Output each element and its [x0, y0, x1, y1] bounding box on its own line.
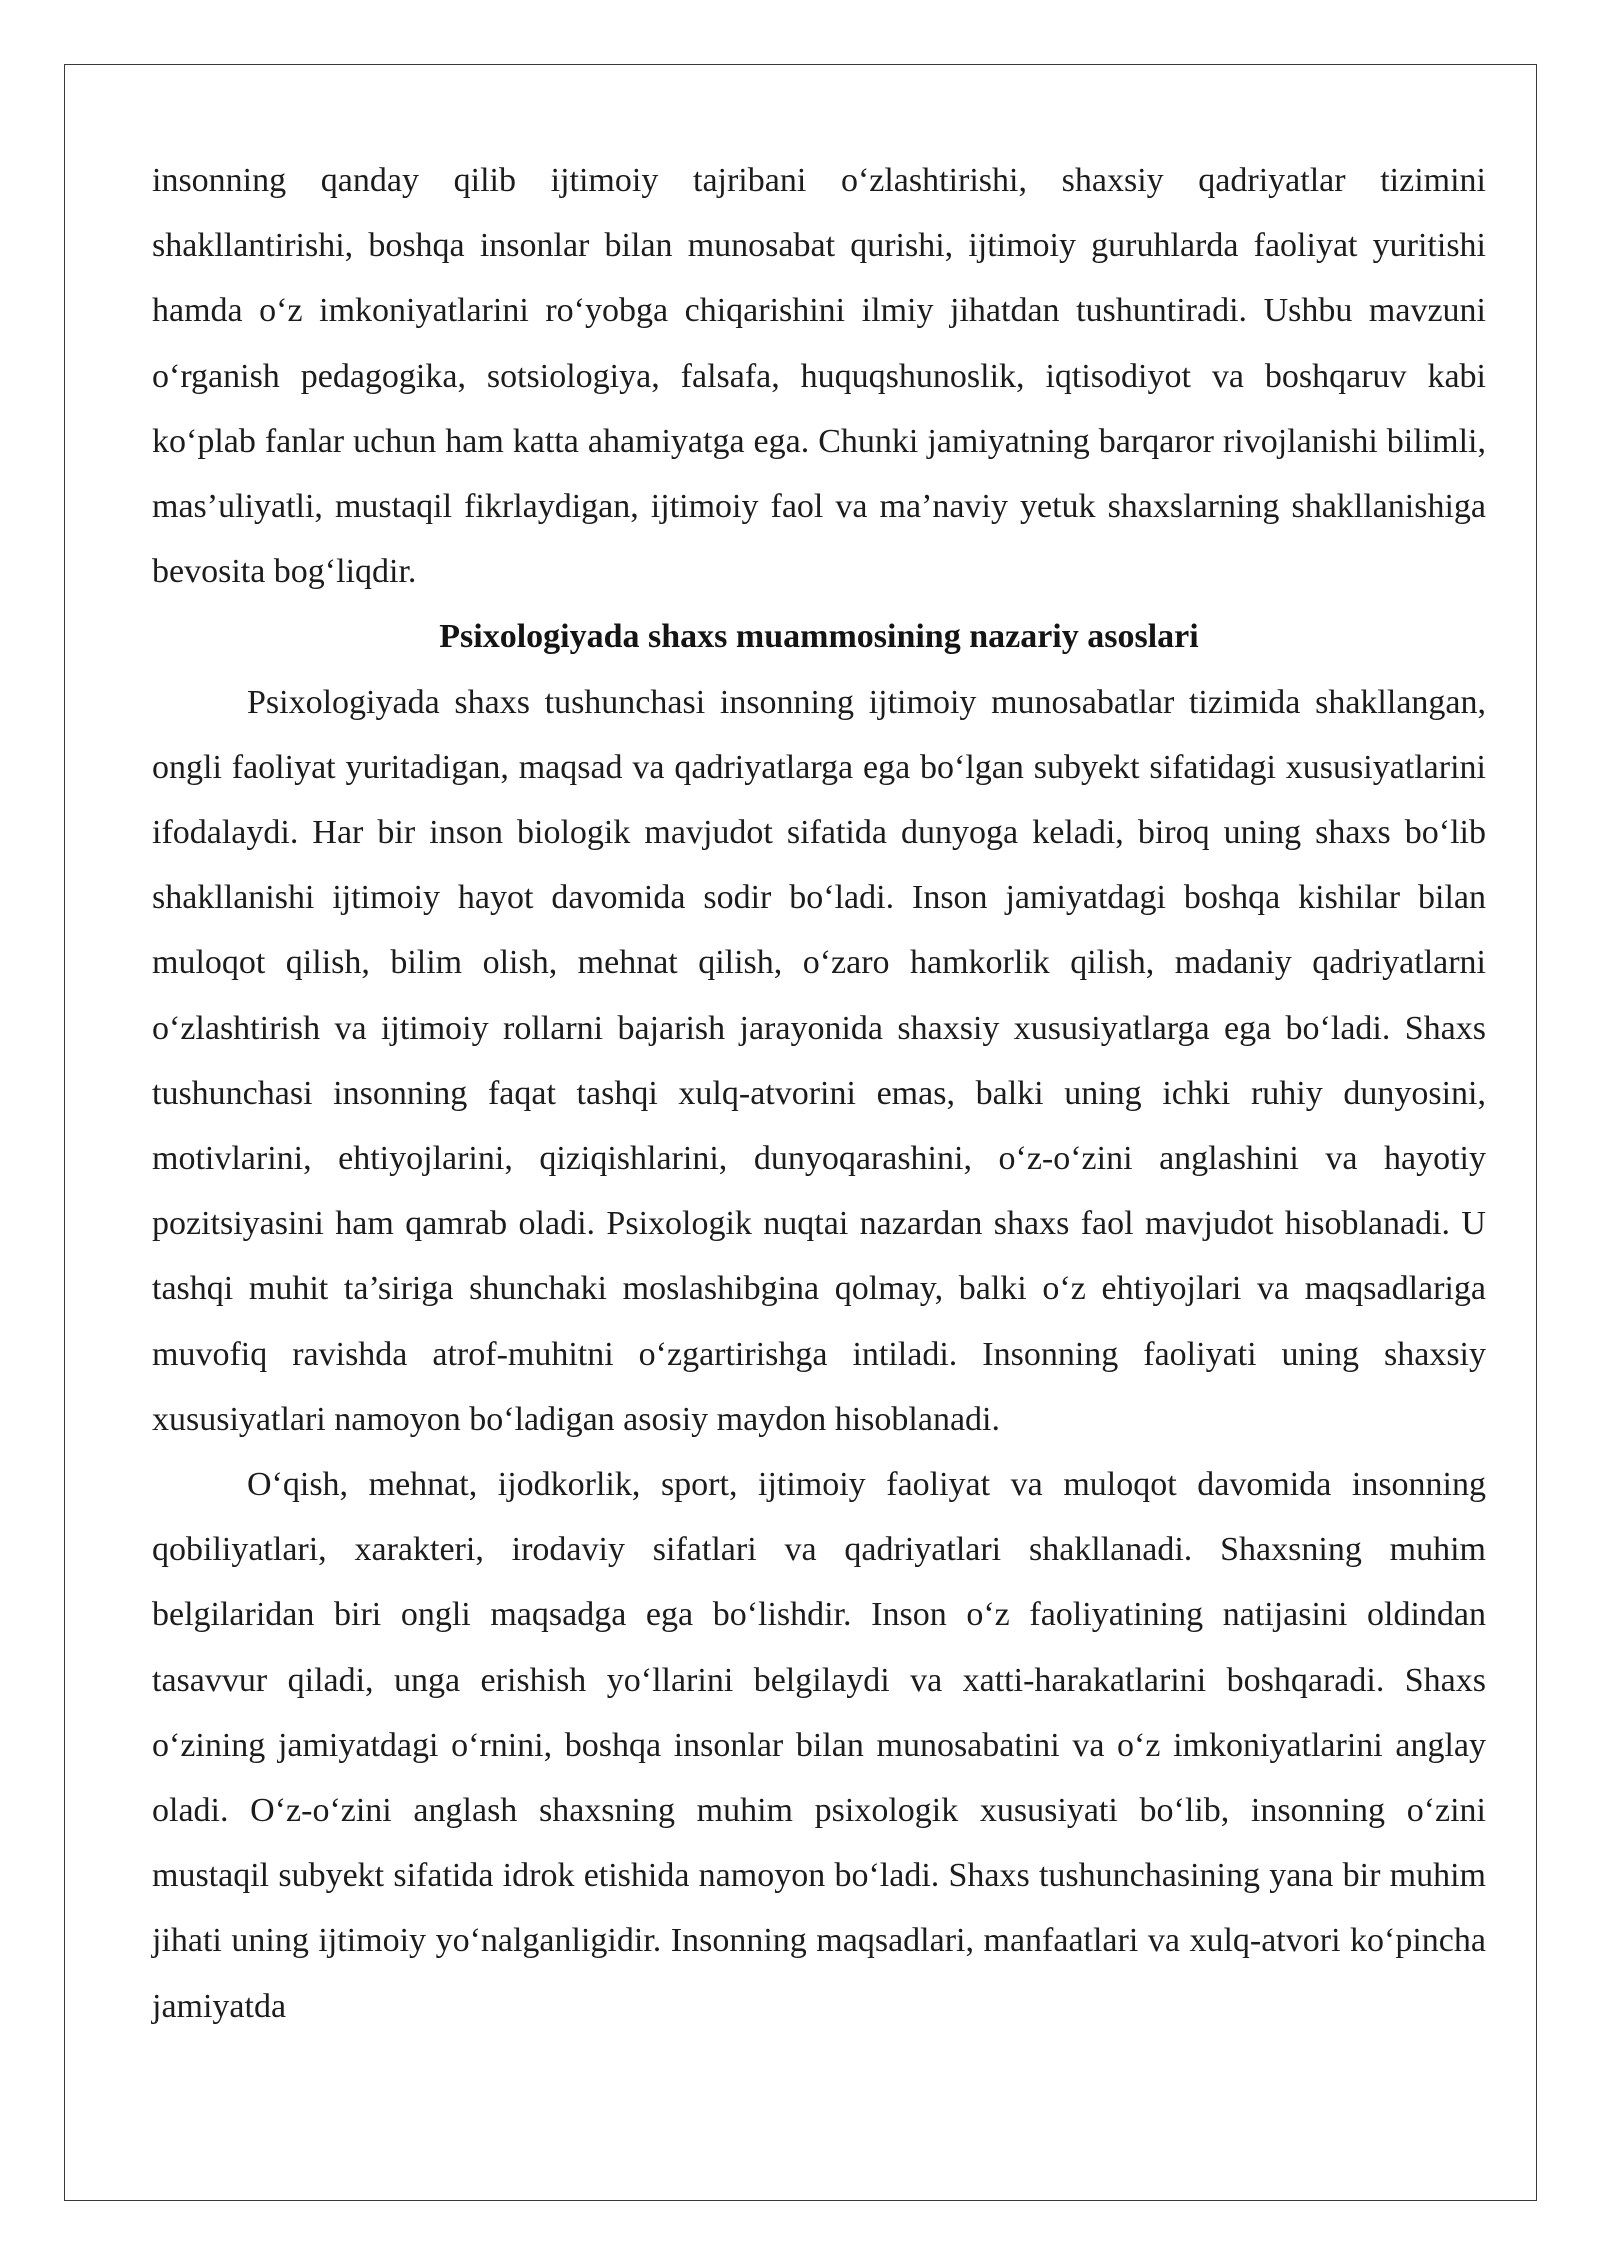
section-heading: Psixologiyada shaxs muammosining nazariy asoslari — [439, 618, 1199, 656]
paragraph-intro: insonning qanday qilib ijtimoiy tajribani o‘zlashtirishi, shaxsiy qadriyatlar tizimini shakllantirishi, boshqa insonlar bilan munosabat qurishi, ijtimoiy guruhlarda faoliyat yuritishi hamda o‘z imkoniyatlarini ro‘yobga chiqarishini ilmiy jihatdan tushuntiradi. Ushbu mavzuni o‘rganish pedagogika, sotsiologiya, falsafa, huquqshunoslik, iqtisodiyot va boshqaruv kabi ko‘plab fanlar uchun ham katta ahamiyatga ega. Chunki jamiyatning barqaror rivojlanishi bilimli, mas’uliyatli, mustaqil fikrlaydigan, ijtimoiy faol va ma’naviy yetuk shaxslarning shakllanishiga bevosita bog‘liqdir. — [152, 162, 1486, 591]
document-body — [152, 148, 1486, 2039]
paragraph-section-2: O‘qish, mehnat, ijodkorlik, sport, ijtimoiy faoliyat va muloqot davomida insonning qobiliyatlari, xarakteri, irodaviy sifatlari va qadriyatlari shakllanadi. Shaxsning muhim belgilaridan biri ongli maqsadga ega bo‘lishdir. Inson o‘z faoliyatining natijasini oldindan tasavvur qiladi, unga erishish yo‘llarini belgilaydi va xatti-harakatlarini boshqaradi. Shaxs o‘zining jamiyatdagi o‘rnini, boshqa insonlar bilan munosabatini va o‘z imkoniyatlarini anglay oladi. O‘z-o‘zini anglash shaxsning muhim psixologik xususiyati bo‘lib, insonning o‘zini mustaqil subyekt sifatida idrok etishida namoyon bo‘ladi. Shaxs tushunchasining yana bir muhim jihati uning ijtimoiy yo‘nalganligidir. Insonning maqsadlari, manfaatlari va xulq-atvori ko‘pincha jamiyatda — [152, 1466, 1486, 2025]
paragraph-section-1: Psixologiyada shaxs tushunchasi insonning ijtimoiy munosabatlar tizimida shakllangan, ongli faoliyat yuritadigan, maqsad va qadriyatlarga ega bo‘lgan subyekt sifatidagi xususiyatlarini ifodalaydi. Har bir inson biologik mavjudot sifatida dunyoga keladi, biroq uning shaxs bo‘lib shakllanishi ijtimoiy hayot davomida sodir bo‘ladi. Inson jamiyatdagi boshqa kishilar bilan muloqot qilish, bilim olish, mehnat qilish, o‘zaro hamkorlik qilish, madaniy qadriyatlarni o‘zlashtirish va ijtimoiy rollarni bajarish jarayonida shaxsiy xususiyatlarga ega bo‘ladi. Shaxs tushunchasi insonning faqat tashqi xulq-atvorini emas, balki uning ichki ruhiy dunyosini, motivlarini, ehtiyojlarini, qiziqishlarini, dunyoqarashini, o‘z-o‘zini anglashini va hayotiy pozitsiyasini ham qamrab oladi. Psixologik nuqtai nazardan shaxs faol mavjudot hisoblanadi. U tashqi muhit ta’siriga shunchaki moslashibgina qolmay, balki o‘z ehtiyojlari va maqsadlariga muvofiq ravishda atrof-muhitni o‘zgartirishga intiladi. Insonning faoliyati uning shaxsiy xususiyatlari namoyon bo‘ladigan asosiy maydon hisoblanadi. — [152, 683, 1486, 1438]
